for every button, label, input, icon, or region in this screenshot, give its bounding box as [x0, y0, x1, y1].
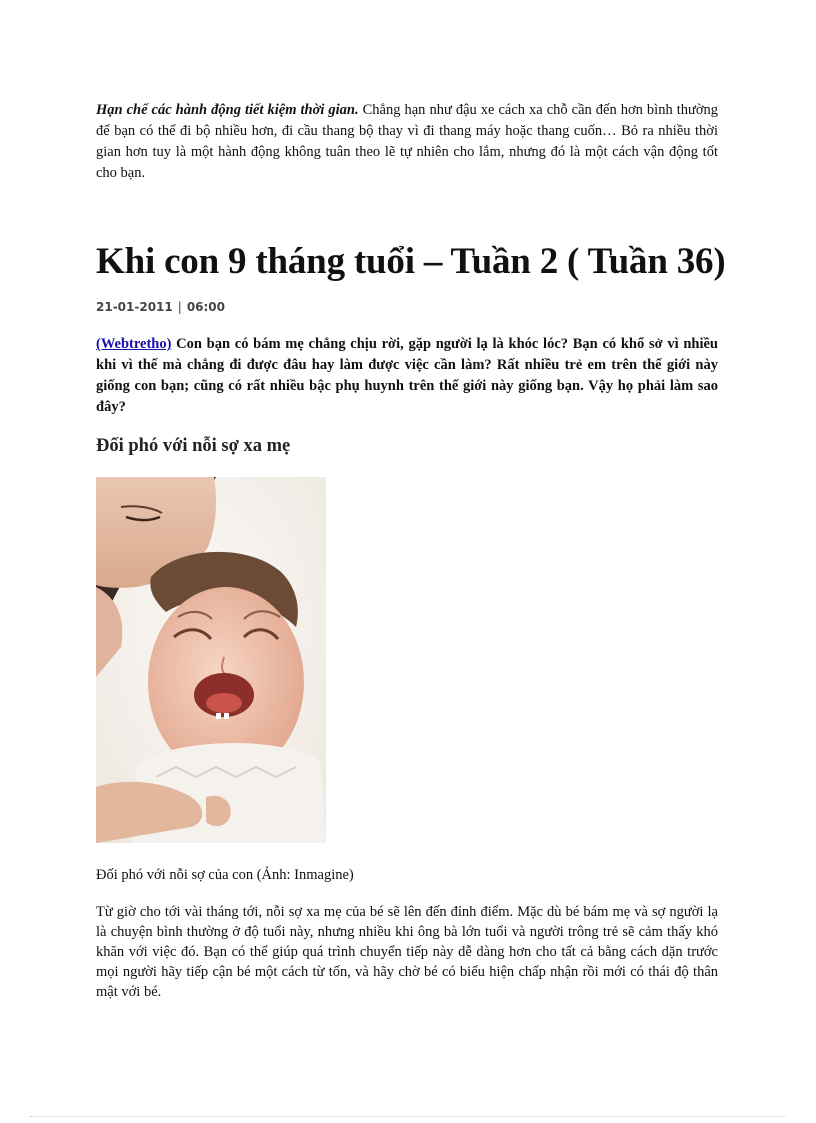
article-date: 21-01-2011: [96, 300, 173, 314]
mother-child-photo: [96, 477, 326, 843]
intro-lead: Hạn chế các hành động tiết kiệm thời gian.: [96, 102, 359, 118]
image-caption: Đối phó với nỗi sợ của con (Ảnh: Inmagine): [96, 867, 354, 883]
body-paragraph: Từ giờ cho tới vài tháng tới, nỗi sợ xa mẹ của bé sẽ lên đến đỉnh điểm. Mặc dù bé bám mẹ và sợ người lạ là chuyện bình thường ở độ tuổi này, nhưng nhiều khi ông bà lớn tuổi và người trông trẻ sẽ cảm thấy khó khăn với việc đó. Bạn có thể giúp quá trình chuyển tiếp này dễ dàng hơn cho tất cả bằng cách dặn trước mọi người hãy tiếp cận bé một cách từ tốn, và hãy chờ bé có biểu hiện chấp nhận rồi mới có thái độ thân mật với bé.: [96, 904, 718, 1000]
document-page: [96, 100, 726, 1002]
article-lede: [96, 334, 718, 418]
page-bottom-rule: [30, 1116, 786, 1117]
article-title: Khi con 9 tháng tuổi – Tuần 2 ( Tuần 36): [96, 241, 726, 282]
lede-text: Con bạn có bám mẹ chẳng chịu rời, gặp người lạ là khóc lóc? Bạn có khổ sở vì nhiều khi vì thế mà chẳng đi được đâu hay làm được việc cần làm? Rất nhiều trẻ em trên thế giới này giống con bạn; cũng có rất nhiều bậc phụ huynh trên thế giới này giống bạn. Vậy họ phải làm sao đây?: [96, 336, 718, 415]
section-subheading: Đối phó với nỗi sợ xa mẹ: [96, 436, 291, 456]
article-time: 06:00: [186, 300, 226, 314]
intro-paragraph: [96, 100, 718, 184]
meta-separator: |: [177, 300, 182, 314]
intro-text: Chẳng hạn như đậu xe cách xa chỗ cần đến hơn bình thường để bạn có thể đi bộ nhiều hơn, đi cầu thang bộ thay vì đi thang máy hoặc thang cuốn… Bỏ ra nhiều thời gian hơn tuy là một hành động không tuân theo lẽ tự nhiên cho lắm, nhưng đó là một cách vận động tốt cho bạn.: [96, 102, 719, 181]
article-meta: [96, 300, 718, 314]
source-link[interactable]: (Webtretho): [96, 336, 172, 352]
